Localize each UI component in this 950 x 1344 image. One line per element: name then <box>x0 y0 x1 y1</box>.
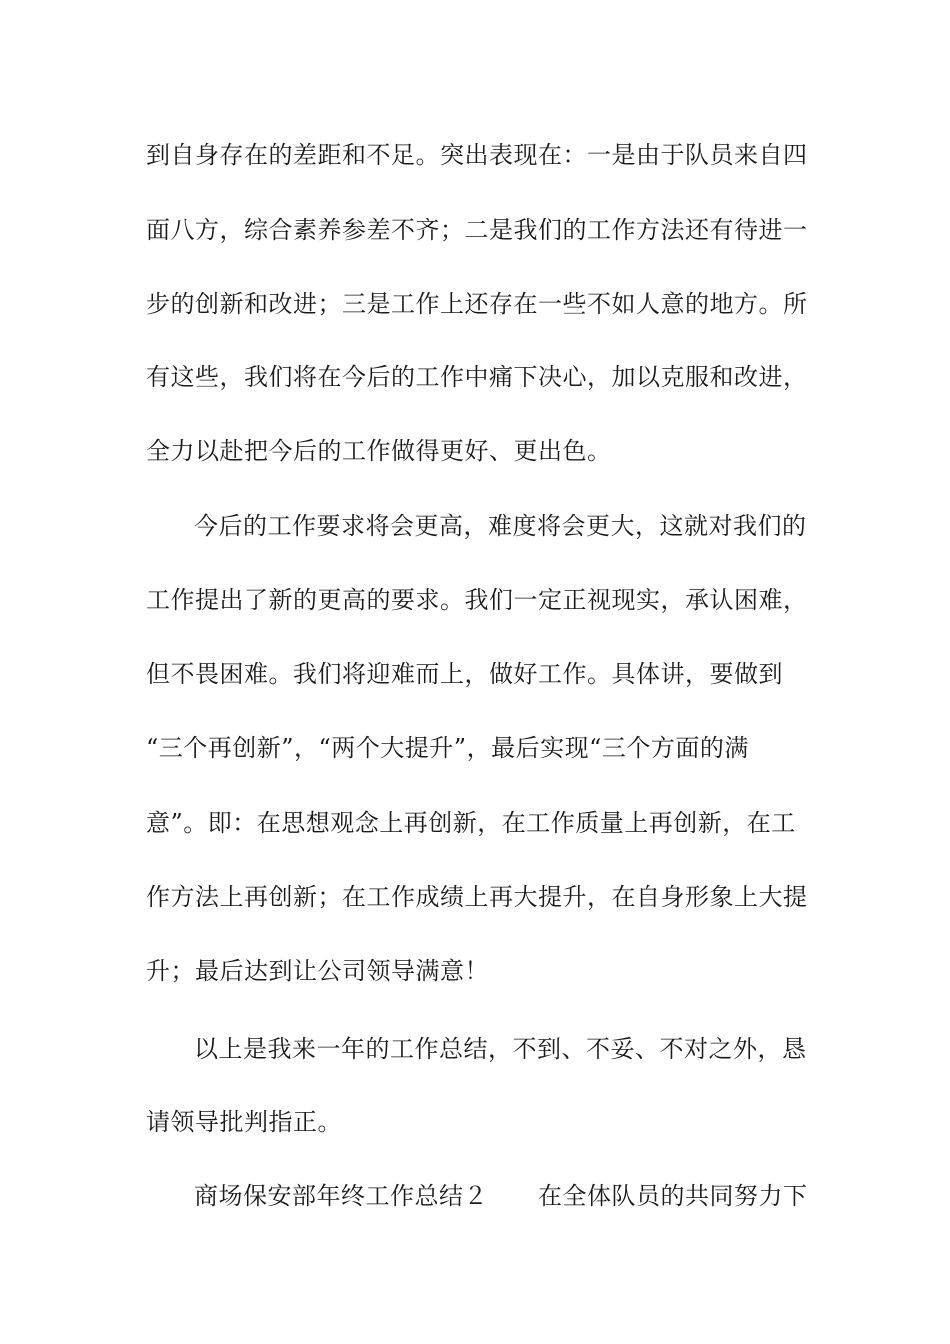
text-line: 全力以赴把今后的工作做得更好、更出色。 <box>146 437 612 465</box>
section-heading-line <box>194 1181 808 1211</box>
text-line: 作方法上再创新；在工作成绩上再大提升，在自身形象上大提 <box>146 883 808 911</box>
text-line: 面八方，综合素养参差不齐；二是我们的工作方法还有待进一 <box>146 216 808 244</box>
text-line: 步的创新和改进；三是工作上还存在一些不如人意的地方。所 <box>146 290 808 318</box>
text-line: 意”。即：在思想观念上再创新，在工作质量上再创新，在工 <box>146 809 796 837</box>
paragraph-first-line: 以上是我来一年的工作总结，不到、不妥、不对之外，恳 <box>194 1035 807 1063</box>
section-heading: 商场保安部年终工作总结２ <box>194 1182 488 1210</box>
text-line: 工作提出了新的更高的要求。我们一定正视现实，承认困难， <box>146 586 808 614</box>
text-line: 升；最后达到让公司领导满意！ <box>146 957 489 985</box>
text-line: 到自身存在的差距和不足。突出表现在：一是由于队员来自四 <box>146 141 808 169</box>
text-line: 但不畏困难。我们将迎难而上，做好工作。具体讲，要做到 <box>146 660 783 688</box>
text-line: 有这些，我们将在今后的工作中痛下决心，加以克服和改进， <box>146 363 808 391</box>
text-line: 请领导批判指正。 <box>146 1108 342 1136</box>
text-line: “三个再创新”，“两个大提升”，最后实现“三个方面的满 <box>146 734 749 762</box>
section-continuation: 在全体队员的共同努力下 <box>538 1182 808 1210</box>
paragraph-first-line: 今后的工作要求将会更高，难度将会更大，这就对我们的 <box>194 512 807 540</box>
